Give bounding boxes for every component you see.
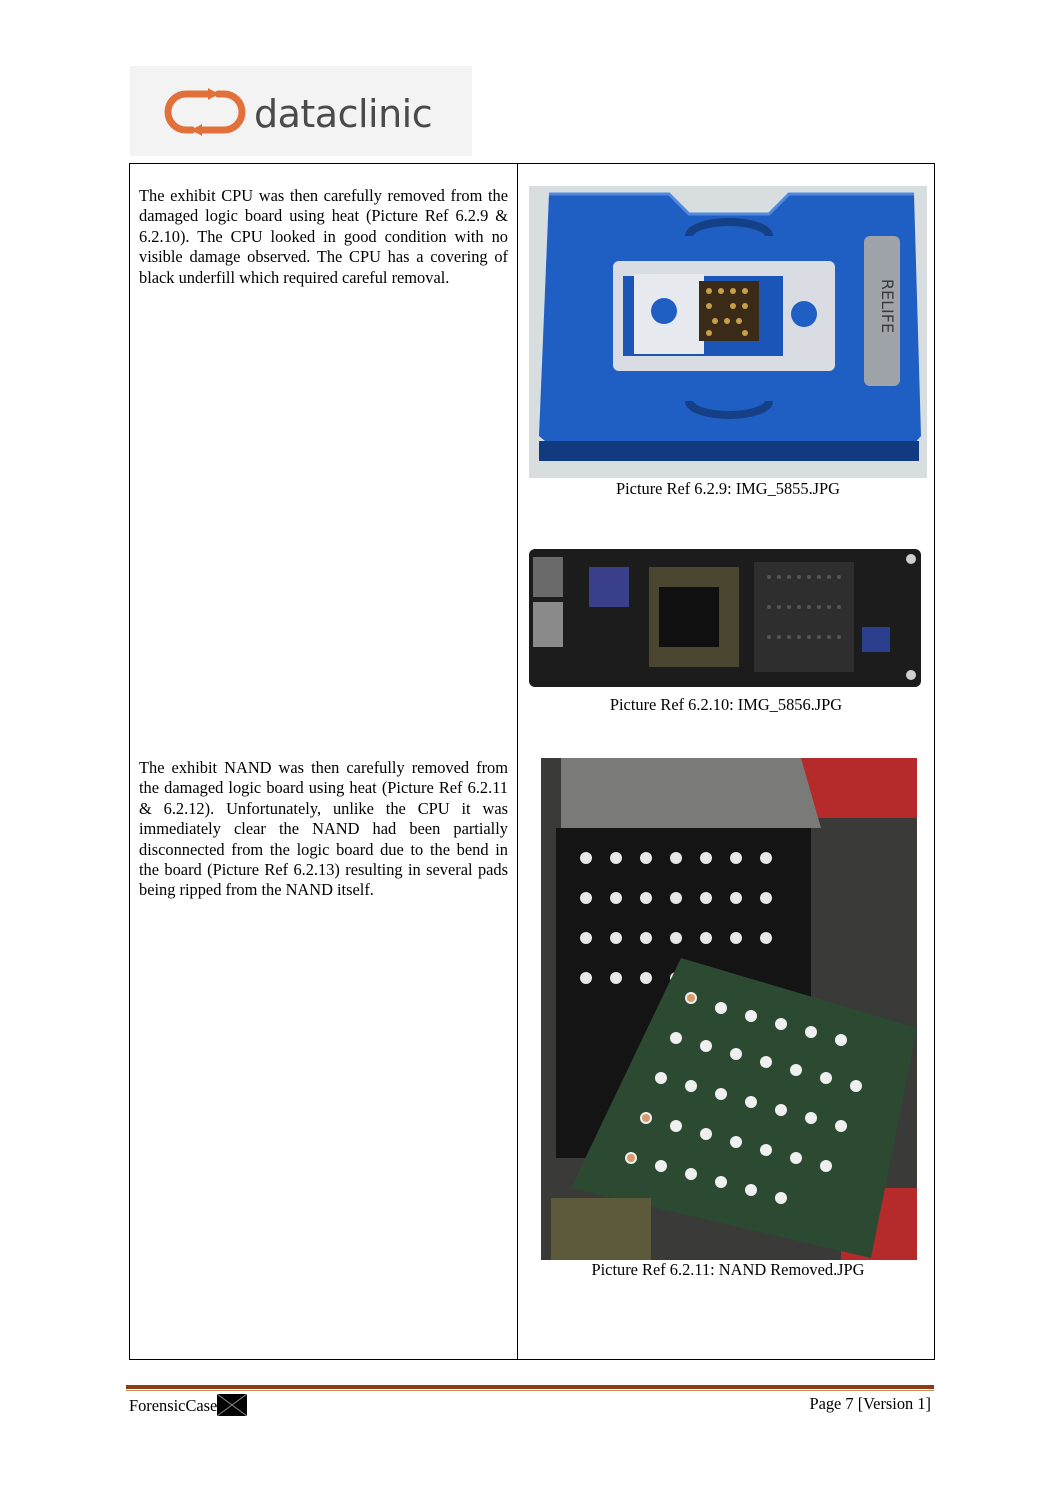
dataclinic-logo	[130, 66, 472, 156]
nand-removal-paragraph: The exhibit NAND was then carefully removed from the damaged logic board using heat (Picture Ref 6.2.11 & 6.2.12). Unfortunately, unlike the CPU it was immediately clear the NAND had been partially disconnected from the logic board due to the bend in the board (Picture Ref 6.2.13) resulting in several pads being ripped from the NAND itself.	[139, 758, 508, 900]
logo-loop-icon	[162, 88, 248, 136]
nand-removed-photo	[541, 758, 917, 1260]
caption-6-2-10: Picture Ref 6.2.10: IMG_5856.JPG	[609, 695, 843, 714]
logo-text: dataclinic	[254, 92, 433, 136]
footer-rule-thin	[126, 1390, 934, 1391]
redaction-box	[217, 1394, 247, 1416]
svg-text:RELIFE: RELIFE	[878, 278, 897, 334]
page-number: Page 7 [Version 1]	[809, 1394, 931, 1413]
caption-6-2-11: Picture Ref 6.2.11: NAND Removed.JPG	[591, 1260, 865, 1279]
content-table	[129, 163, 935, 1360]
caption-6-2-9: Picture Ref 6.2.9: IMG_5855.JPG	[616, 479, 840, 498]
footer-rule	[126, 1385, 934, 1389]
cpu-removal-paragraph: The exhibit CPU was then carefully removed from the damaged logic board using heat (Picture Ref 6.2.9 & 6.2.10). The CPU looked in good condition with no visible damage observed. The CPU has a covering of black underfill which required careful removal.	[139, 186, 508, 287]
logic-board-photo	[529, 547, 923, 689]
footer-case-reference	[129, 1394, 247, 1416]
footer-left-text: ForensicCase	[129, 1396, 218, 1415]
cpu-fixture-photo	[529, 186, 927, 478]
column-divider	[517, 164, 518, 1359]
